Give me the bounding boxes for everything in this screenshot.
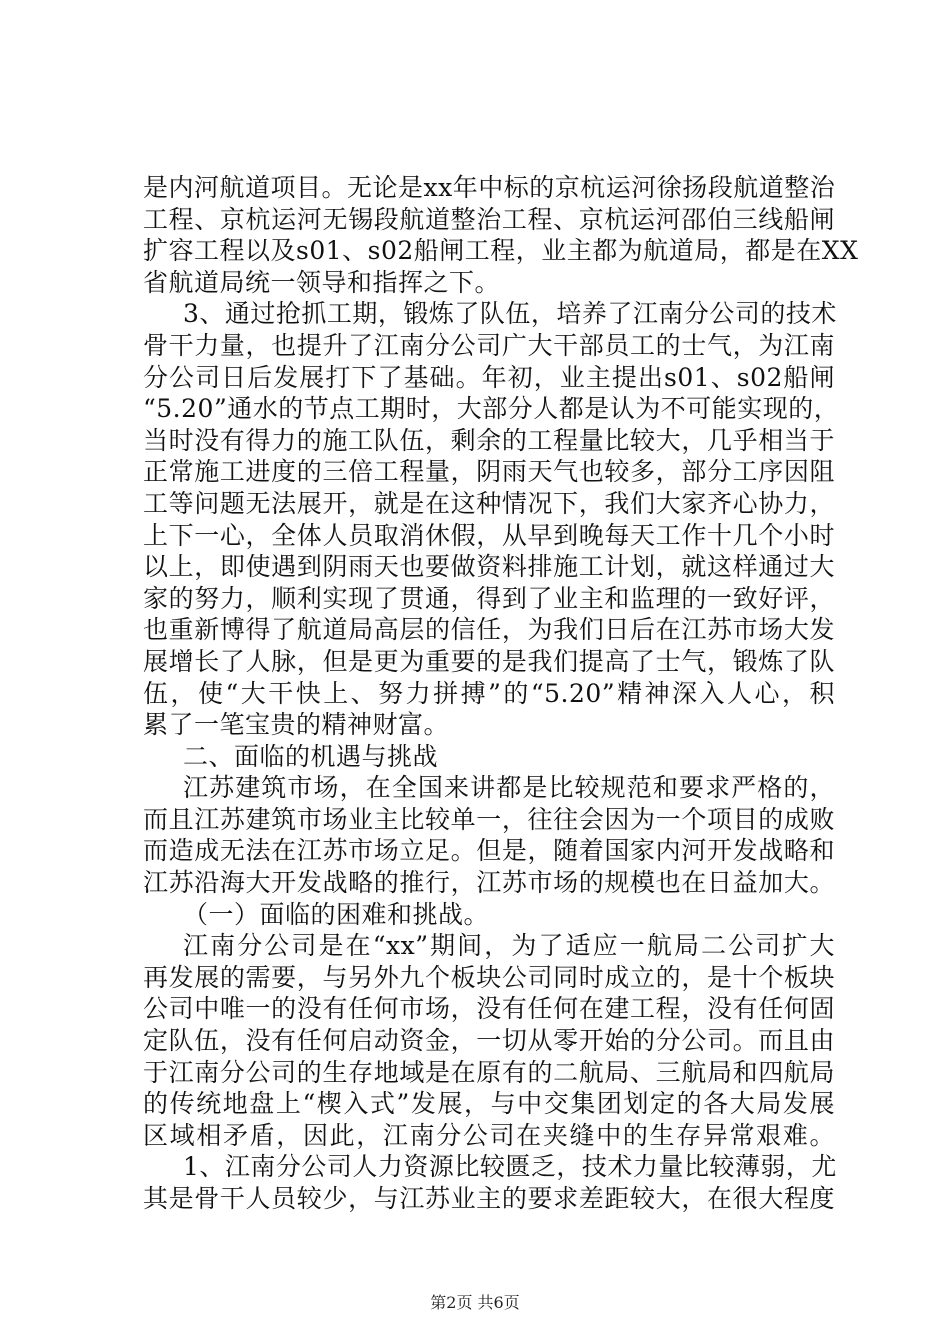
text-line: “5.20”通水的节点工期时，大部分人都是认为不可能实现的， xyxy=(143,394,840,424)
text-line: 江苏建筑市场，在全国来讲都是比较规范和要求严格的， xyxy=(183,773,835,803)
text-line: 而且江苏建筑市场业主比较单一，往往会因为一个项目的成败 xyxy=(143,804,835,834)
text-line: 伍，使“大干快上、努力拼搏”的“5.20”精神深入人心，积 xyxy=(143,678,835,708)
text-line: （一）面临的困难和挑战。 xyxy=(183,899,490,929)
text-line: 二、面临的机遇与挑战 xyxy=(183,741,439,771)
text-line: 正常施工进度的三倍工程量，阴雨天气也较多，部分工序因阻 xyxy=(143,457,835,487)
document-body xyxy=(143,172,859,1215)
text-line: 的传统地盘上“楔入式”发展，与中交集团划定的各大局发展 xyxy=(143,1089,835,1119)
text-line: 省航道局统一领导和指挥之下。 xyxy=(143,267,501,297)
text-line: 骨干力量，也提升了江南分公司广大干部员工的士气，为江南 xyxy=(143,330,835,360)
text-line: 公司中唯一的没有任何市场，没有任何在建工程，没有任何固 xyxy=(143,994,835,1024)
text-line: 工等问题无法展开，就是在这种情况下，我们大家齐心协力， xyxy=(143,488,835,518)
text-line: 3、通过抢抓工期，锻炼了队伍，培养了江南分公司的技术 xyxy=(183,299,837,329)
text-line: 定队伍，没有任何启动资金，一切从零开始的分公司。而且由 xyxy=(143,1026,835,1056)
page-footer: 第2页 共6页 xyxy=(430,1293,520,1312)
text-line: 其是骨干人员较少，与江苏业主的要求差距较大，在很大程度 xyxy=(143,1184,835,1213)
text-line: 而造成无法在江苏市场立足。但是，随着国家内河开发战略和 xyxy=(143,836,835,866)
text-line: 再发展的需要，与另外九个板块公司同时成立的，是十个板块 xyxy=(143,962,835,992)
text-line: 江苏沿海大开发战略的推行，江苏市场的规模也在日益加大。 xyxy=(143,868,835,898)
text-line: 展增长了人脉，但是更为重要的是我们提高了士气，锻炼了队 xyxy=(143,646,835,676)
text-line: 累了一笔宝贵的精神财富。 xyxy=(143,710,450,740)
text-line: 江南分公司是在“xx”期间，为了适应一航局二公司扩大 xyxy=(183,931,835,961)
text-line: 扩容工程以及s01、s02船闸工程，业主都为航道局，都是在XX xyxy=(143,236,859,266)
text-line: 上下一心，全体人员取消休假，从早到晚每天工作十几个小时 xyxy=(143,520,835,550)
text-line: 当时没有得力的施工队伍，剩余的工程量比较大，几乎相当于 xyxy=(143,425,835,455)
text-line: 工程、京杭运河无锡段航道整治工程、京杭运河邵伯三线船闸 xyxy=(143,204,835,234)
text-line: 也重新博得了航道局高层的信任，为我们日后在江苏市场大发 xyxy=(143,615,835,645)
text-line: 于江南分公司的生存地域是在原有的二航局、三航局和四航局 xyxy=(143,1057,835,1087)
text-line: 家的努力，顺利实现了贯通，得到了业主和监理的一致好评， xyxy=(143,583,835,613)
text-line: 分公司日后发展打下了基础。年初，业主提出s01、s02船闸 xyxy=(143,362,835,392)
text-line: 区域相矛盾，因此，江南分公司在夹缝中的生存异常艰难。 xyxy=(143,1120,835,1150)
text-line: 是内河航道项目。无论是xx年中标的京杭运河徐扬段航道整治 xyxy=(143,173,836,202)
text-line: 1、江南分公司人力资源比较匮乏，技术力量比较薄弱，尤 xyxy=(183,1152,837,1182)
text-line: 以上，即使遇到阴雨天也要做资料排施工计划，就这样通过大 xyxy=(143,552,835,582)
